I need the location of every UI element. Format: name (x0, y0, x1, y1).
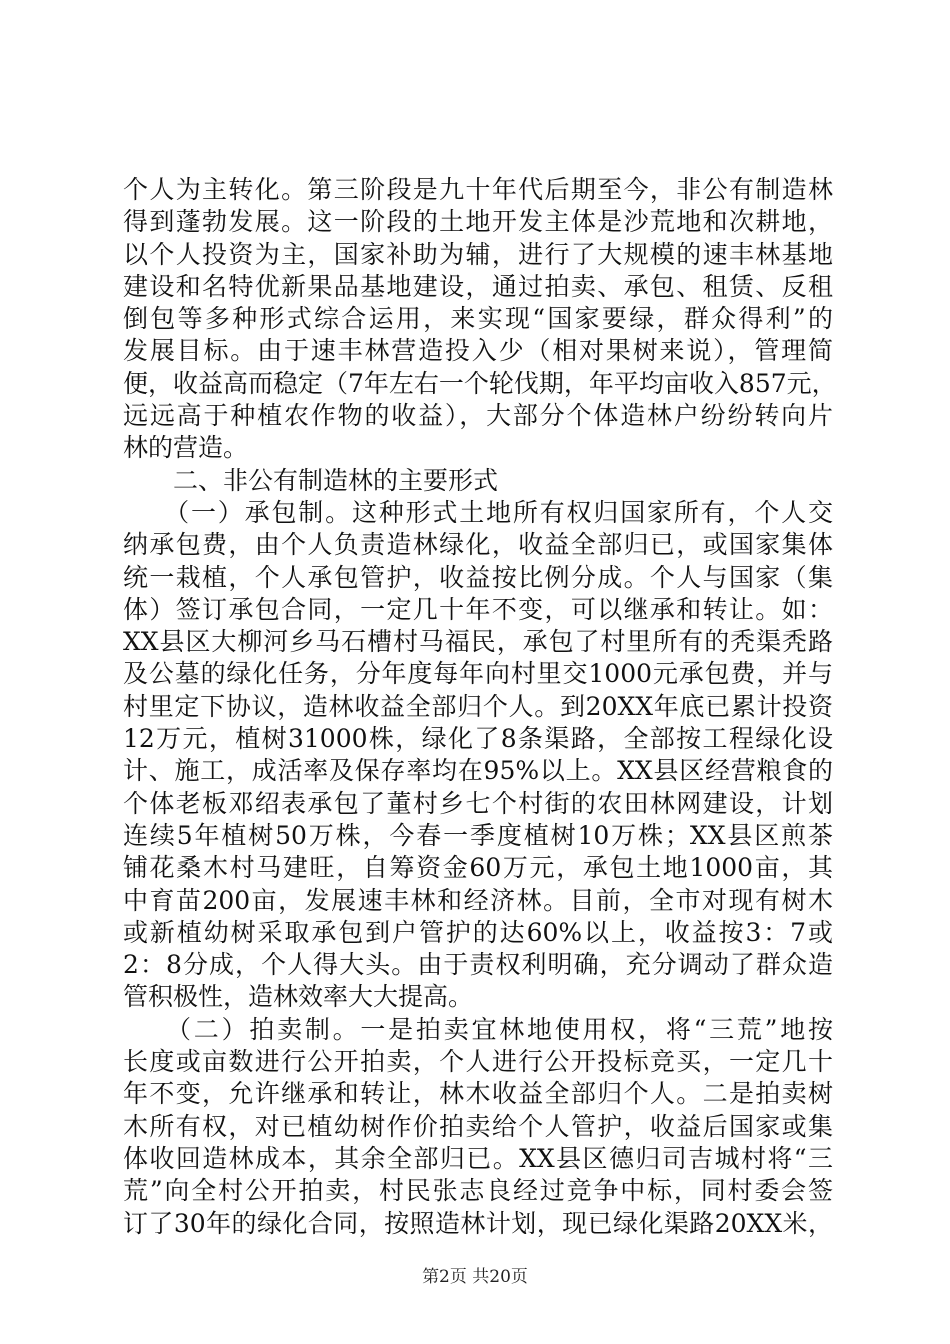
text-line: 二、非公有制造林的主要形式 (123, 465, 499, 495)
text-line: 中育苗200亩，发展速丰林和经济林。目前，全市对现有树木 (123, 885, 833, 915)
text-line: 倒包等多种形式综合运用，来实现“国家要绿，群众得利”的 (123, 304, 833, 334)
page-footer: 第2页 共20页 (422, 1267, 528, 1287)
text-line: 体）签订承包合同，一定几十年不变，可以继承和转让。如： (123, 594, 833, 624)
text-line: 个人为主转化。第三阶段是九十年代后期至今，非公有制造林 (123, 175, 833, 204)
text-line: 连续5年植树50万株，今春一季度植树10万株；XX县区煎茶 (123, 820, 833, 850)
text-line: 村里定下协议，造林收益全部归个人。到20XX年底已累计投资 (123, 691, 833, 721)
text-line: XX县区大柳河乡马石槽村马福民，承包了村里所有的秃渠秃路 (123, 627, 833, 657)
text-line: 年不变，允许继承和转让，林木收益全部归个人。二是拍卖树 (123, 1079, 833, 1109)
text-line: 得到蓬勃发展。这一阶段的土地开发主体是沙荒地和次耕地， (123, 207, 833, 237)
text-line: 管积极性，造林效率大大提高。 (123, 982, 474, 1012)
text-line: 发展目标。由于速丰林营造投入少（相对果树来说），管理简 (123, 336, 833, 366)
text-line: 订了30年的绿化合同，按照造林计划，现已绿化渠路20XX米， (123, 1208, 833, 1238)
text-line: 以个人投资为主，国家补助为辅，进行了大规模的速丰林基地 (123, 239, 833, 269)
text-line: 个体老板邓绍表承包了董村乡七个村街的农田林网建设，计划 (123, 788, 833, 818)
text-line: 荒”向全村公开拍卖，村民张志良经过竞争中标，同村委会签 (123, 1176, 833, 1206)
document-body (123, 174, 837, 1240)
text-line: 12万元，植树31000株，绿化了8条渠路，全部按工程绿化设 (123, 724, 833, 754)
text-line: 计、施工，成活率及保存率均在95%以上。XX县区经营粮食的 (123, 756, 833, 786)
text-line: 建设和名特优新果品基地建设，通过拍卖、承包、租赁、反租 (123, 271, 833, 301)
text-line: （二）拍卖制。一是拍卖宜林地使用权，将“三荒”地按 (123, 1014, 833, 1044)
text-line: 及公墓的绿化任务，分年度每年向村里交1000元承包费，并与 (123, 659, 833, 689)
text-line: （一）承包制。这种形式土地所有权归国家所有，个人交 (123, 497, 833, 527)
text-line: 或新植幼树采取承包到户管护的达60%以上，收益按3：7或 (123, 917, 833, 947)
text-line: 木所有权，对已植幼树作价拍卖给个人管护，收益后国家或集 (123, 1111, 833, 1141)
text-line: 统一栽植，个人承包管护，收益按比例分成。个人与国家（集 (123, 562, 833, 592)
text-line: 纳承包费，由个人负责造林绿化，收益全部归已，或国家集体 (123, 530, 833, 560)
text-line: 远远高于种植农作物的收益），大部分个体造林户纷纷转向片 (123, 401, 833, 431)
text-line: 体收回造林成本，其余全部归已。XX县区德归司吉城村将“三 (123, 1143, 833, 1173)
text-line: 长度或亩数进行公开拍卖，个人进行公开投标竞买，一定几十 (123, 1047, 833, 1077)
text-line: 2：8分成，个人得大头。由于责权利明确，充分调动了群众造 (123, 950, 833, 980)
text-line: 铺花桑木村马建旺，自筹资金60万元，承包土地1000亩，其 (123, 853, 833, 883)
text-line: 林的营造。 (123, 433, 249, 463)
text-line: 便，收益高而稳定（7年左右一个轮伐期，年平均亩收入857元， (123, 368, 837, 398)
